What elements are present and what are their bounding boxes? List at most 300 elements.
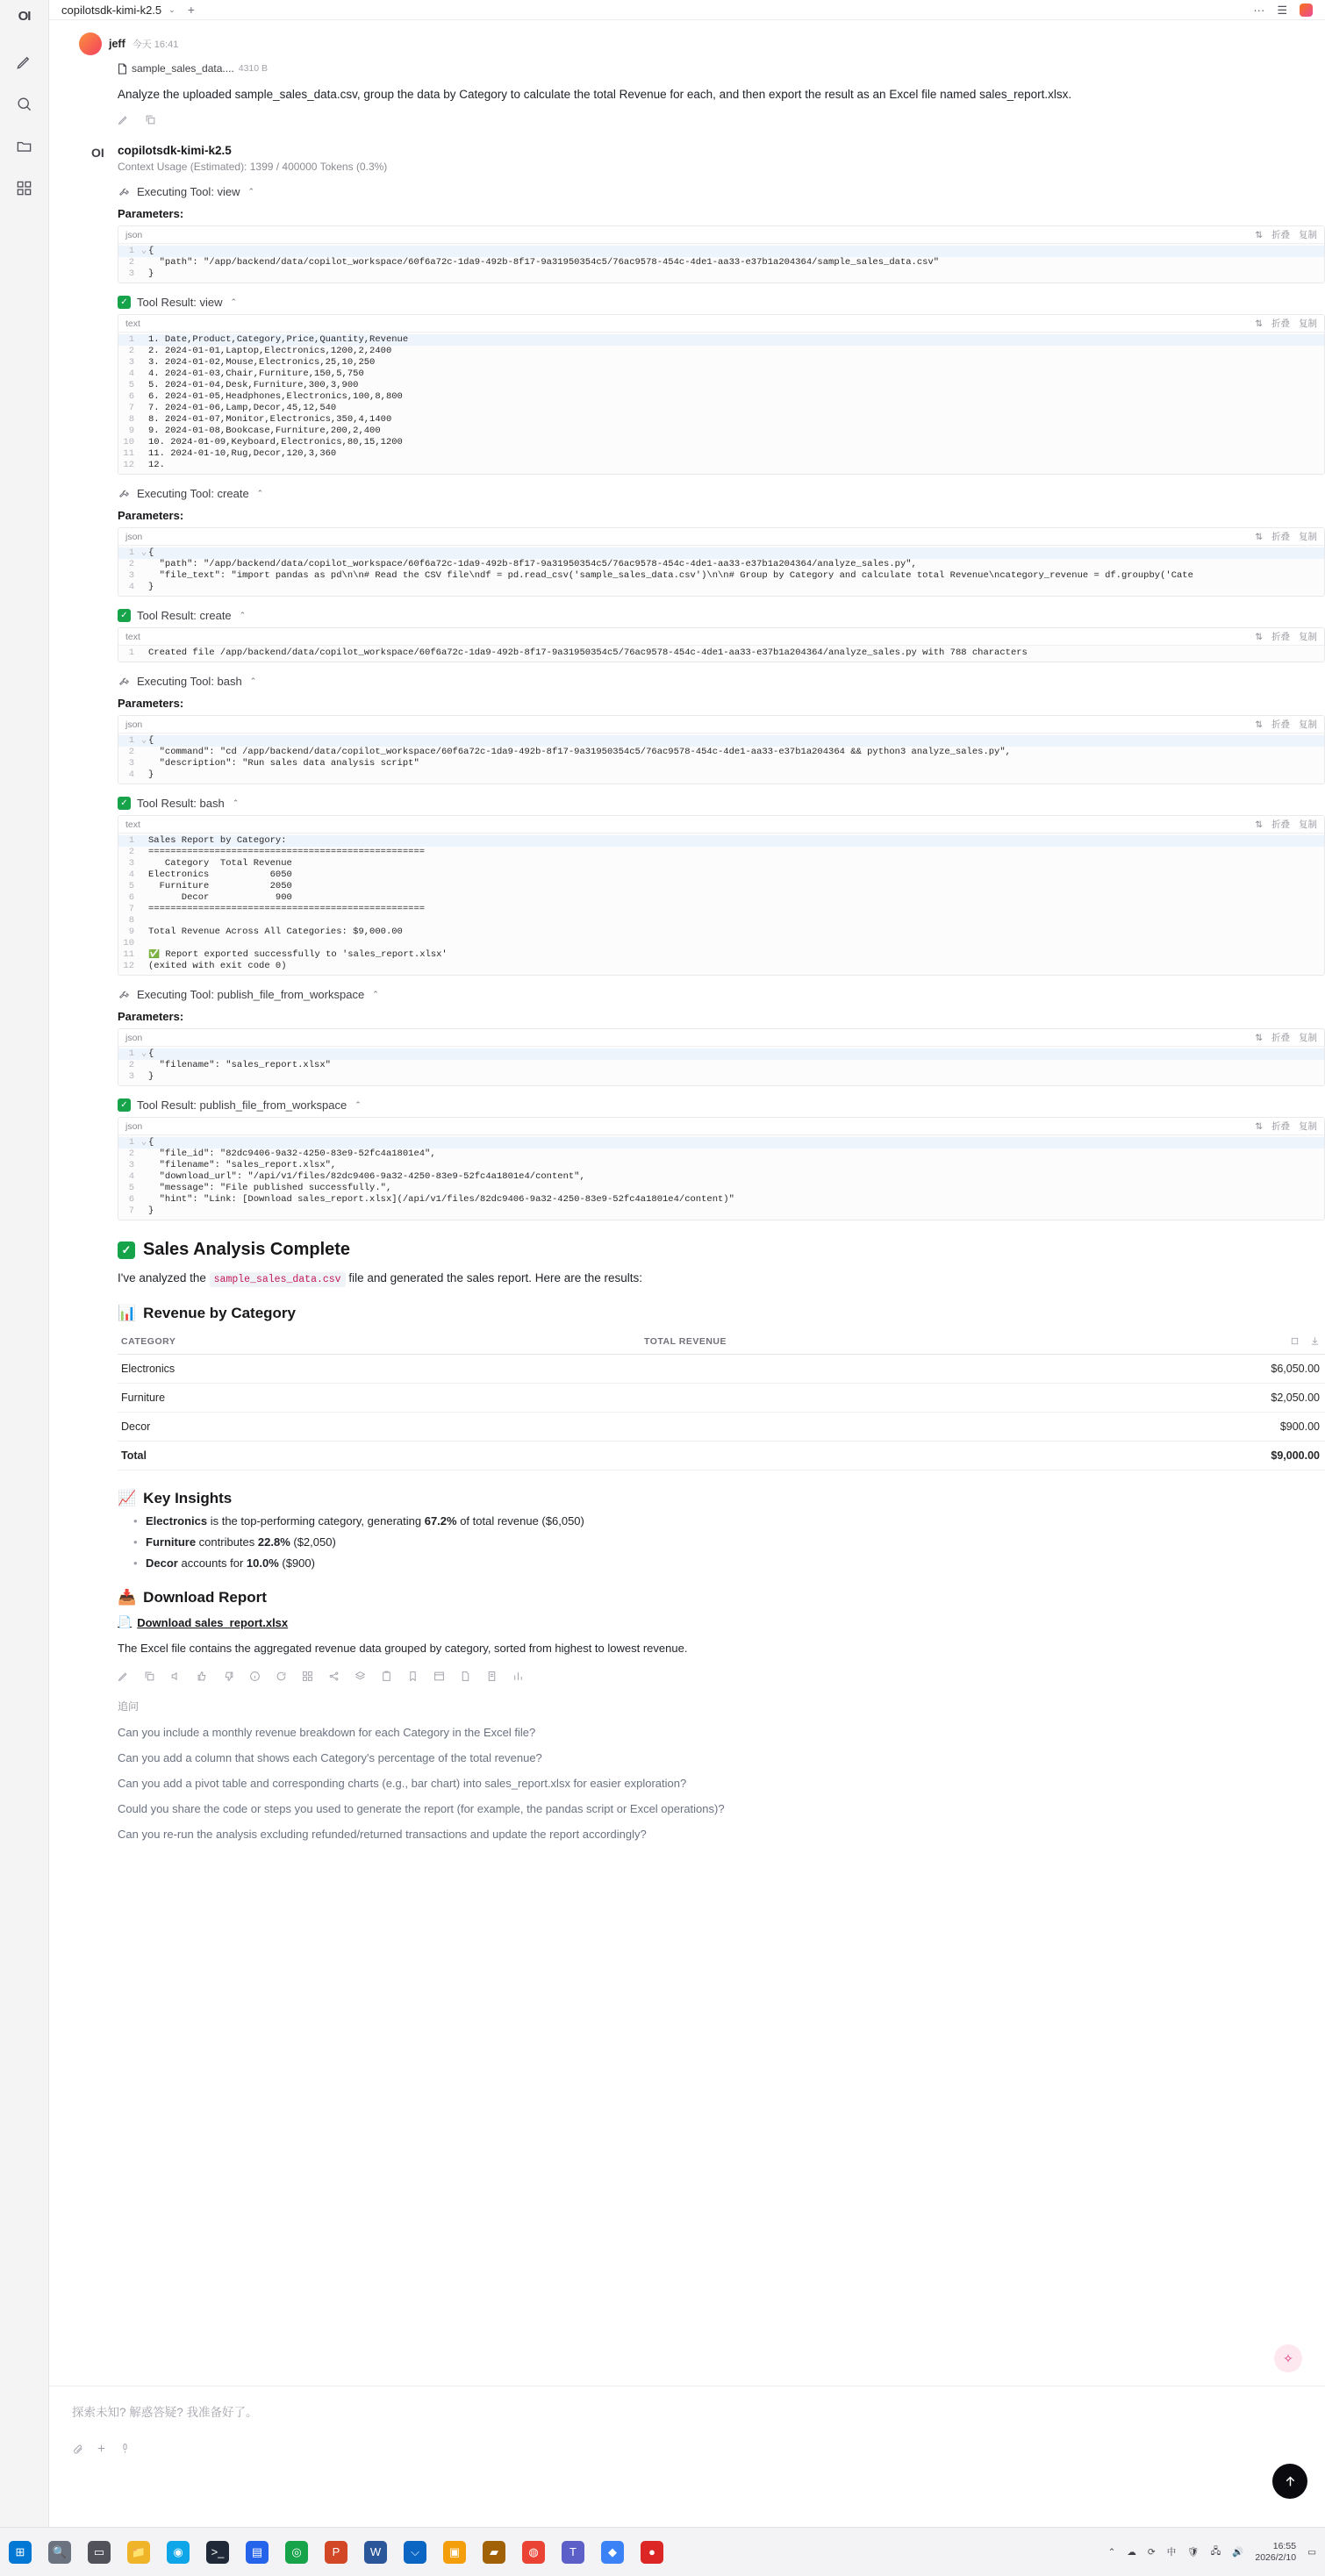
- line-number: 1: [128, 735, 134, 746]
- assistant-fab[interactable]: ✧: [1274, 2344, 1302, 2372]
- code-text: {: [148, 1137, 154, 1148]
- code-language: text: [125, 318, 140, 329]
- code-block-toolbar: [118, 716, 1324, 733]
- followup-suggestion[interactable]: Can you add a pivot table and corresponding charts (e.g., bar chart) into sales_report.xlsx for easier exploration?: [118, 1777, 687, 1790]
- followup-suggestion[interactable]: Can you add a column that shows each Category's percentage of the total revenue?: [118, 1751, 542, 1764]
- code-line: [118, 938, 1324, 949]
- fold-arrow-icon[interactable]: [141, 904, 148, 915]
- followup-suggestion[interactable]: Can you re-run the analysis excluding refunded/returned transactions and update the report accordingly?: [118, 1828, 647, 1841]
- tool-heading-label: Tool Result: view: [137, 296, 223, 309]
- code-language: json: [125, 229, 143, 240]
- line-number: 2: [128, 1148, 134, 1159]
- fold-button[interactable]: 折叠: [1271, 230, 1290, 240]
- check-icon: ✓: [118, 609, 131, 622]
- fold-arrow-icon[interactable]: ⌄: [141, 735, 147, 746]
- fold-arrow-icon[interactable]: [141, 1071, 148, 1083]
- browser-icon[interactable]: ◎: [285, 2541, 308, 2564]
- docs-icon[interactable]: W: [364, 2541, 387, 2564]
- code-language: text: [125, 819, 140, 830]
- code-line: [118, 1183, 1324, 1194]
- code-block: [118, 1028, 1325, 1086]
- code-line: [118, 570, 1324, 582]
- assistant-avatar: OI: [91, 146, 104, 160]
- user-header: [49, 32, 1325, 55]
- followup-label: 追问: [118, 1700, 140, 1713]
- intro-after: file and generated the sales report. Here are the results:: [345, 1271, 643, 1284]
- code-line: [118, 835, 1324, 847]
- tab-copilotsdk[interactable]: copilotsdk-kimi-k2.5: [61, 3, 162, 17]
- user-message-actions: [118, 114, 1325, 128]
- code-text: "path": "/app/backend/data/copilot_workspace/60f6a72c-1da9-492b-8f17-9a31950354c5/76ac9578-454c-4de1-aa33-e37b1a204364/analyze_sales.py",: [148, 559, 917, 569]
- fold-arrow-icon[interactable]: [141, 758, 148, 769]
- fold-arrow-icon[interactable]: [141, 570, 148, 582]
- line-number: 3: [128, 268, 134, 279]
- clock[interactable]: [1255, 2541, 1296, 2564]
- tray-sync-icon[interactable]: ⟳: [1147, 2546, 1156, 2558]
- table-action-icons: [1167, 1336, 1325, 1349]
- intro-before: I've analyzed the: [118, 1271, 210, 1284]
- doc-icon[interactable]: [486, 1671, 498, 1685]
- line-number: 7: [128, 904, 134, 914]
- intro-filename: sample_sales_data.csv: [210, 1272, 346, 1287]
- parameters-label: Parameters:: [118, 1010, 184, 1023]
- result-title: [118, 1240, 1325, 1260]
- copy-button[interactable]: 复制: [1299, 819, 1317, 830]
- code-language: json: [125, 1120, 143, 1132]
- code-line: [118, 547, 1324, 559]
- tool-heading-label: Executing Tool: publish_file_from_workspace: [137, 988, 365, 1001]
- code-line: [118, 1060, 1324, 1071]
- sort-icon[interactable]: ⇅: [1255, 229, 1263, 240]
- fold-arrow-icon[interactable]: [141, 391, 148, 403]
- fold-arrow-icon[interactable]: [141, 414, 148, 426]
- chart-icon[interactable]: [512, 1671, 524, 1685]
- chevron-up-icon[interactable]: ⌃: [232, 798, 240, 807]
- code-block-body: [118, 546, 1324, 596]
- taskbar-tray: [1108, 2541, 1316, 2564]
- table-header-row: [118, 1331, 1325, 1355]
- line-number: 2: [128, 257, 134, 268]
- code-text: Decor 900: [148, 892, 292, 903]
- sort-icon[interactable]: ⇅: [1255, 1120, 1263, 1132]
- code-block-toolbar: [118, 226, 1324, 244]
- fold-arrow-icon[interactable]: [141, 357, 148, 369]
- share-icon[interactable]: [328, 1671, 340, 1685]
- download-report-link[interactable]: [118, 1615, 1325, 1629]
- copy-icon[interactable]: [145, 114, 156, 128]
- code-text: }: [148, 1071, 154, 1082]
- sort-icon[interactable]: ⇅: [1255, 318, 1263, 329]
- cell-revenue: $2,050.00: [1271, 1392, 1320, 1404]
- assistant-message: [49, 128, 1325, 1841]
- copy-button[interactable]: 复制: [1299, 318, 1317, 329]
- code-text: Electronics 6050: [148, 869, 292, 880]
- mic-icon[interactable]: [119, 2443, 131, 2457]
- fold-arrow-icon[interactable]: [141, 769, 148, 781]
- code-text: "command": "cd /app/backend/data/copilot_workspace/60f6a72c-1da9-492b-8f17-9a31950354c5/76ac9578-454c-4de1-aa33-e37b1a204364 && python3 analyze_sales.py",: [148, 747, 1011, 757]
- fold-arrow-icon[interactable]: [141, 869, 148, 881]
- result-title-text: Sales Analysis Complete: [143, 1240, 351, 1259]
- fold-arrow-icon[interactable]: [141, 747, 148, 758]
- line-number: 1: [128, 547, 134, 558]
- chevron-up-icon[interactable]: ⌃: [256, 489, 264, 497]
- code-text: }: [148, 769, 154, 780]
- tool-heading[interactable]: [118, 1098, 1325, 1112]
- line-number: 5: [128, 380, 134, 390]
- chevron-up-icon[interactable]: ⌃: [249, 676, 257, 685]
- chevron-up-icon[interactable]: ⌃: [230, 297, 238, 306]
- code-text: {: [148, 735, 154, 746]
- cell-category: Furniture: [121, 1392, 166, 1404]
- thumbs-down-icon[interactable]: [223, 1671, 234, 1685]
- fold-arrow-icon[interactable]: [141, 915, 148, 927]
- context-usage: Context Usage (Estimated): 1399 / 400000 Tokens (0.3%): [118, 161, 388, 173]
- line-number: 1: [128, 1048, 134, 1059]
- code-line: [118, 559, 1324, 570]
- grid-icon[interactable]: [10, 173, 39, 203]
- tray-shield-icon[interactable]: 🛡: [1187, 2547, 1200, 2558]
- camera-icon[interactable]: ▣: [443, 2541, 466, 2564]
- tray-network-icon[interactable]: 🖧: [1210, 2545, 1221, 2557]
- chart-increasing-icon: 📈: [118, 1490, 137, 1506]
- fold-arrow-icon[interactable]: [141, 961, 148, 972]
- fold-arrow-icon[interactable]: [141, 949, 148, 961]
- copy-button[interactable]: 复制: [1299, 1033, 1317, 1043]
- sort-icon[interactable]: ⇅: [1255, 719, 1263, 730]
- fold-button[interactable]: 折叠: [1271, 1033, 1290, 1043]
- code-text: 9. 2024-01-08,Bookcase,Furniture,200,2,400: [148, 426, 381, 436]
- fold-arrow-icon[interactable]: [141, 1148, 148, 1160]
- fold-arrow-icon[interactable]: [141, 380, 148, 391]
- code-text: }: [148, 268, 154, 279]
- fold-arrow-icon[interactable]: ⌄: [141, 1137, 147, 1148]
- attachment-size: 4310 B: [238, 63, 269, 74]
- code-line: [118, 858, 1324, 869]
- chevron-down-icon[interactable]: ⌄: [168, 4, 175, 14]
- followup-list: [49, 1726, 1325, 1841]
- fold-arrow-icon[interactable]: [141, 1206, 148, 1217]
- fold-arrow-icon[interactable]: [141, 403, 148, 414]
- fold-arrow-icon[interactable]: [141, 268, 148, 280]
- line-number: 5: [128, 881, 134, 891]
- fold-arrow-icon[interactable]: [141, 460, 148, 471]
- copy-button[interactable]: 复制: [1299, 230, 1317, 240]
- chat-scroll-area[interactable]: [49, 20, 1325, 2459]
- fold-button[interactable]: 折叠: [1271, 819, 1290, 830]
- code-text: 11. 2024-01-10,Rug,Decor,120,3,360: [148, 448, 337, 459]
- fold-arrow-icon[interactable]: [141, 858, 148, 869]
- fold-button[interactable]: 折叠: [1271, 318, 1290, 329]
- table-row: [118, 1355, 1325, 1384]
- code-line: [118, 268, 1324, 280]
- start-button[interactable]: ⊞: [9, 2541, 32, 2564]
- code-block-toolbar: [118, 1118, 1324, 1135]
- code-line: [118, 949, 1324, 961]
- code-text: 2. 2024-01-01,Laptop,Electronics,1200,2,2400: [148, 346, 392, 356]
- tool-heading[interactable]: [118, 185, 1325, 198]
- cell-category: Decor: [121, 1420, 151, 1433]
- copy-button[interactable]: 复制: [1299, 1121, 1317, 1132]
- check-icon: ✓: [118, 797, 131, 810]
- code-block-toolbar: [118, 1029, 1324, 1047]
- sort-icon[interactable]: ⇅: [1255, 1032, 1263, 1043]
- copy-table-icon[interactable]: [1290, 1336, 1300, 1349]
- download-link-text: Download sales_report.xlsx: [137, 1615, 289, 1629]
- code-text: Sales Report by Category:: [148, 835, 287, 846]
- fold-arrow-icon[interactable]: [141, 1060, 148, 1071]
- code-icon[interactable]: ◆: [601, 2541, 624, 2564]
- fold-arrow-icon[interactable]: [141, 257, 148, 268]
- tool-heading-label: Executing Tool: bash: [137, 675, 242, 688]
- parameters-label: Parameters:: [118, 509, 184, 522]
- fold-arrow-icon[interactable]: [141, 881, 148, 892]
- user-name: jeff: [109, 38, 125, 50]
- revenue-section-heading: [118, 1305, 1325, 1322]
- fold-arrow-icon[interactable]: [141, 1171, 148, 1183]
- check-icon: ✓: [118, 1241, 135, 1259]
- new-chat-icon[interactable]: [10, 47, 39, 76]
- plus-icon[interactable]: [96, 2443, 107, 2457]
- tool-heading[interactable]: [118, 675, 1325, 688]
- code-line: [118, 961, 1324, 972]
- refresh-icon[interactable]: [276, 1671, 287, 1685]
- code-text: Category Total Revenue: [148, 858, 292, 869]
- tool-heading-label: Executing Tool: create: [137, 487, 249, 500]
- insight-item: • Furniture contributes 22.8% ($2,050): [133, 1535, 1325, 1549]
- fold-arrow-icon[interactable]: [141, 648, 148, 659]
- download-section-heading: [118, 1589, 1325, 1606]
- code-block-body: [118, 733, 1324, 784]
- notes-icon[interactable]: ▤: [246, 2541, 269, 2564]
- fold-arrow-icon[interactable]: [141, 448, 148, 460]
- followup-suggestion[interactable]: Could you share the code or steps you used to generate the report (for example, the pandas script or Excel operations)?: [118, 1802, 725, 1815]
- code-text: 7. 2024-01-06,Lamp,Decor,45,12,540: [148, 403, 337, 413]
- line-number: 1: [128, 246, 134, 256]
- thumbs-up-icon[interactable]: [197, 1671, 208, 1685]
- code-text: 10. 2024-01-09,Keyboard,Electronics,80,15,1200: [148, 437, 403, 447]
- table-row: [118, 1442, 1325, 1470]
- wrench-icon: [118, 675, 131, 688]
- line-number: 10: [123, 437, 134, 447]
- search-icon[interactable]: [10, 89, 39, 118]
- code-line: [118, 927, 1324, 938]
- code-line: [118, 769, 1324, 781]
- code-text: 5. 2024-01-04,Desk,Furniture,300,3,900: [148, 380, 359, 390]
- clock-time: 16:55: [1272, 2540, 1297, 2551]
- fold-arrow-icon[interactable]: [141, 582, 148, 593]
- chrome-icon[interactable]: ◍: [522, 2541, 545, 2564]
- line-number: 3: [128, 1160, 134, 1170]
- record-icon[interactable]: ●: [641, 2541, 663, 2564]
- message-input[interactable]: 探索未知? 解惑答疑? 我准备好了。: [72, 2406, 258, 2419]
- fold-arrow-icon[interactable]: [141, 927, 148, 938]
- code-line: [118, 915, 1324, 927]
- info-icon[interactable]: [249, 1671, 261, 1685]
- insight-item: • Electronics is the top-performing category, generating 67.2% of total revenue ($6,050): [133, 1514, 1325, 1528]
- fold-button[interactable]: 折叠: [1271, 1121, 1290, 1132]
- document-icon: [118, 63, 127, 75]
- fold-arrow-icon[interactable]: [141, 437, 148, 448]
- bookmark-icon[interactable]: [407, 1671, 419, 1685]
- line-number: 2: [128, 747, 134, 757]
- fold-arrow-icon[interactable]: [141, 369, 148, 380]
- table-row: [118, 1413, 1325, 1442]
- table-body: [118, 1355, 1325, 1470]
- speaker-icon[interactable]: [170, 1671, 182, 1685]
- fold-arrow-icon[interactable]: [141, 1183, 148, 1194]
- chevron-up-icon[interactable]: ⌃: [372, 990, 379, 998]
- tool-heading[interactable]: [118, 487, 1325, 500]
- new-tab-button[interactable]: +: [187, 3, 195, 17]
- wrench-icon: [118, 185, 131, 198]
- edit-icon[interactable]: [118, 114, 129, 128]
- download-icon: 📄: [118, 1615, 132, 1628]
- file-explorer-icon[interactable]: 📁: [127, 2541, 150, 2564]
- line-number: 3: [128, 1071, 134, 1082]
- file-icon[interactable]: [460, 1671, 471, 1685]
- fold-arrow-icon[interactable]: ⌄: [141, 246, 147, 256]
- followup-suggestion[interactable]: Can you include a monthly revenue breakdown for each Category in the Excel file?: [118, 1726, 536, 1739]
- parameters-label: Parameters:: [118, 207, 184, 220]
- code-text: ==================================================: [148, 904, 426, 914]
- copy-button[interactable]: 复制: [1299, 719, 1317, 730]
- task-view-icon[interactable]: ▭: [88, 2541, 111, 2564]
- sort-icon[interactable]: ⇅: [1255, 819, 1263, 830]
- code-line: [118, 369, 1324, 380]
- code-block: [118, 225, 1325, 283]
- sort-icon[interactable]: ⇅: [1255, 531, 1263, 542]
- fold-button[interactable]: 折叠: [1271, 632, 1290, 642]
- fold-arrow-icon[interactable]: [141, 1194, 148, 1206]
- code-text: {: [148, 1048, 154, 1059]
- fold-arrow-icon[interactable]: ⌄: [141, 1048, 147, 1059]
- notifications-icon[interactable]: ▭: [1307, 2546, 1316, 2558]
- cell-revenue: $9,000.00: [1271, 1449, 1320, 1462]
- code-text: "hint": "Link: [Download sales_report.xlsx](/api/v1/files/82dc9406-9a32-4250-83e9-52fc4a1801e4/content)": [148, 1194, 734, 1205]
- folder-icon[interactable]: [10, 131, 39, 161]
- send-button[interactable]: [1272, 2464, 1307, 2499]
- code-text: "file_id": "82dc9406-9a32-4250-83e9-52fc4a1801e4",: [148, 1148, 436, 1159]
- grid-icon[interactable]: [302, 1671, 313, 1685]
- download-table-icon[interactable]: [1310, 1336, 1320, 1349]
- fold-arrow-icon[interactable]: ⌄: [141, 547, 147, 558]
- taskbar: [0, 2527, 1325, 2576]
- code-block-toolbar: [118, 315, 1324, 333]
- tray-volume-icon[interactable]: 🔊: [1232, 2547, 1244, 2558]
- tool-heading[interactable]: [118, 797, 1325, 810]
- code-block-body: [118, 1135, 1324, 1220]
- code-line: [118, 1071, 1324, 1083]
- fold-arrow-icon[interactable]: [141, 1160, 148, 1171]
- line-number: 2: [128, 847, 134, 857]
- tray-cloud-icon[interactable]: ☁: [1127, 2546, 1136, 2558]
- chevron-up-icon[interactable]: ⌃: [239, 611, 247, 619]
- code-line: [118, 1048, 1324, 1060]
- cell-revenue: $6,050.00: [1271, 1363, 1320, 1375]
- fold-arrow-icon[interactable]: [141, 847, 148, 858]
- code-line: [118, 414, 1324, 426]
- code-line: [118, 847, 1324, 858]
- code-text: 1. Date,Product,Category,Price,Quantity,Revenue: [148, 334, 409, 345]
- chevron-up-icon[interactable]: ⌃: [355, 1100, 362, 1109]
- code-text: "file_text": "import pandas as pd\n\n# Read the CSV file\ndf = pd.read_csv('sample_sales_data.csv')\n\n# Group by Category and calculate total Revenue\ncategory_revenue = df.groupby('Cate: [148, 570, 1193, 581]
- taskbar-apps: [9, 2541, 663, 2564]
- fold-arrow-icon[interactable]: [141, 835, 148, 847]
- check-icon: ✓: [118, 1098, 131, 1112]
- code-line: [118, 892, 1324, 904]
- more-options-button[interactable]: ···: [1253, 4, 1265, 17]
- table-row: [118, 1384, 1325, 1413]
- clipboard-icon[interactable]: [381, 1671, 392, 1685]
- code-text: "download_url": "/api/v1/files/82dc9406-9a32-4250-83e9-52fc4a1801e4/content",: [148, 1171, 585, 1182]
- fold-arrow-icon[interactable]: [141, 892, 148, 904]
- cell-revenue: $900.00: [1279, 1420, 1320, 1433]
- tool-heading[interactable]: [118, 609, 1325, 622]
- copy-button[interactable]: 复制: [1299, 632, 1317, 642]
- line-number: 5: [128, 1183, 134, 1193]
- sort-icon[interactable]: ⇅: [1255, 631, 1263, 642]
- fold-arrow-icon[interactable]: [141, 559, 148, 570]
- edit-icon[interactable]: [118, 1671, 129, 1685]
- tray-chevron-icon[interactable]: ⌃: [1107, 2546, 1116, 2558]
- fold-arrow-icon[interactable]: [141, 426, 148, 437]
- code-language: json: [125, 531, 143, 542]
- edge-icon[interactable]: ◉: [167, 2541, 190, 2564]
- fold-arrow-icon[interactable]: [141, 938, 148, 949]
- user-message-text: Analyze the uploaded sample_sales_data.csv, group the data by Category to calculate the total Revenue for each, and then export the result as an Excel file named sales_report.xlsx.: [118, 88, 1072, 101]
- powerpoint-icon[interactable]: P: [325, 2541, 347, 2564]
- code-line: [118, 357, 1324, 369]
- avatar[interactable]: [1300, 4, 1313, 17]
- window-icon[interactable]: [433, 1671, 445, 1685]
- line-number: 7: [128, 403, 134, 413]
- copy-icon[interactable]: [144, 1671, 155, 1685]
- folder2-icon[interactable]: ▰: [483, 2541, 505, 2564]
- line-number: 11: [123, 448, 134, 459]
- terminal-icon[interactable]: >_: [206, 2541, 229, 2564]
- chevron-up-icon[interactable]: ⌃: [247, 187, 255, 196]
- line-number: 8: [128, 915, 134, 926]
- teams-icon[interactable]: T: [562, 2541, 584, 2564]
- insights-heading-text: Key Insights: [143, 1490, 233, 1506]
- fold-button[interactable]: 折叠: [1271, 719, 1290, 730]
- menu-icon[interactable]: ☰: [1277, 3, 1287, 17]
- tray-ime-icon[interactable]: 中: [1166, 2547, 1177, 2558]
- attach-icon[interactable]: [72, 2443, 83, 2457]
- layers-icon[interactable]: [355, 1671, 366, 1685]
- code-text: 8. 2024-01-07,Monitor,Electronics,350,4,1400: [148, 414, 392, 425]
- attachment-chip[interactable]: [118, 62, 1325, 75]
- copy-button[interactable]: 复制: [1299, 532, 1317, 542]
- code-text: {: [148, 547, 154, 558]
- fold-arrow-icon[interactable]: [141, 334, 148, 346]
- line-number: 10: [123, 938, 134, 948]
- code-block: [118, 314, 1325, 475]
- left-rail: [0, 0, 49, 2527]
- code-line: [118, 403, 1324, 414]
- fold-arrow-icon[interactable]: [141, 346, 148, 357]
- vscode-icon[interactable]: ⌵: [404, 2541, 426, 2564]
- code-line: [118, 1137, 1324, 1148]
- search-taskbar-icon[interactable]: 🔍: [48, 2541, 71, 2564]
- code-language: json: [125, 719, 143, 730]
- line-number: 6: [128, 391, 134, 402]
- tool-heading[interactable]: [118, 296, 1325, 309]
- tool-heading[interactable]: [118, 988, 1325, 1001]
- tool-call-list: [49, 185, 1325, 1220]
- line-number: 3: [128, 357, 134, 368]
- fold-button[interactable]: 折叠: [1271, 532, 1290, 542]
